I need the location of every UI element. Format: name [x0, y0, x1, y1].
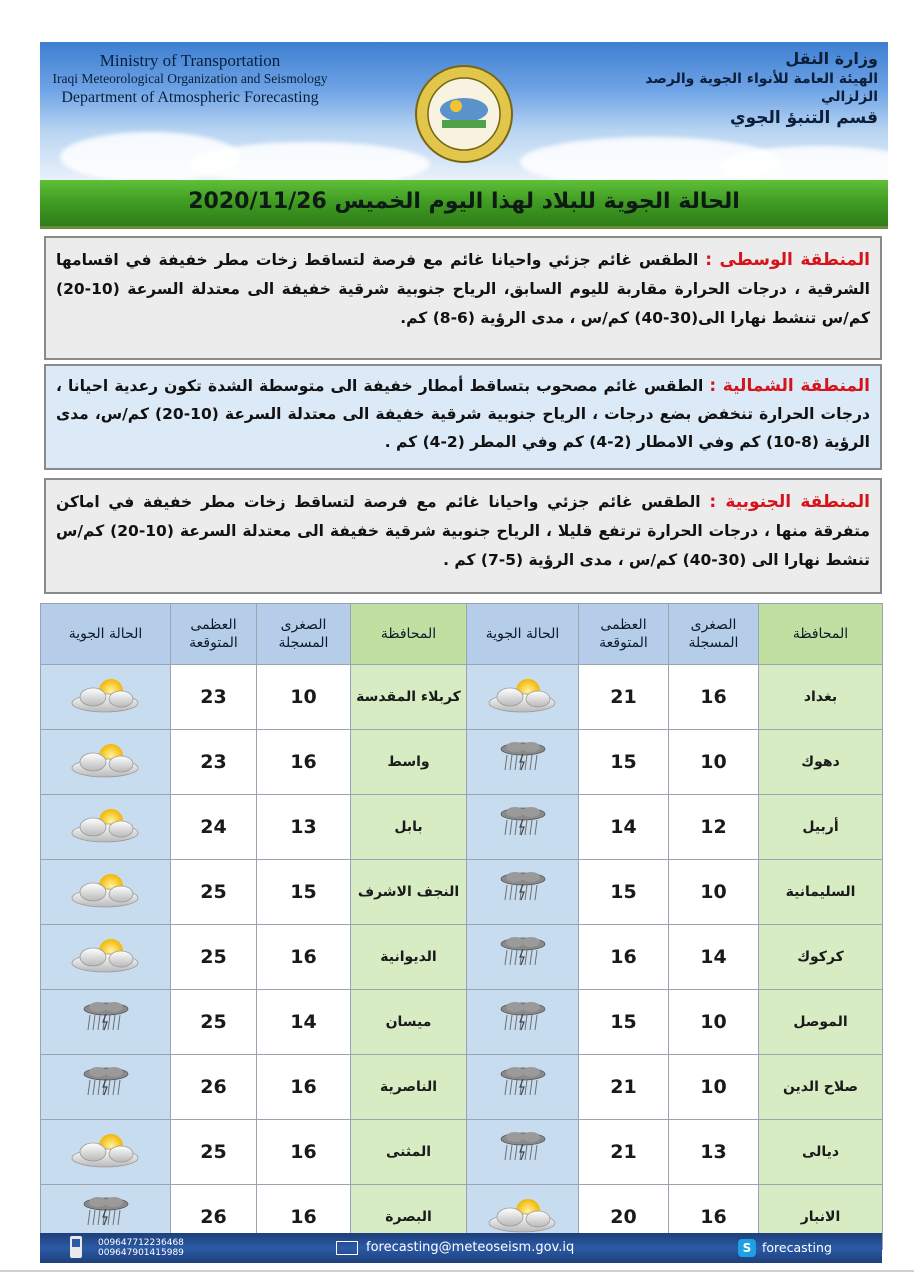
header-english — [40, 50, 340, 108]
table-header-row — [41, 604, 883, 665]
max-temp: 21 — [579, 1120, 669, 1185]
region-name: المنطقة الجنوبية : — [709, 492, 870, 512]
thunderstorm-icon — [493, 805, 553, 849]
cloud-decor — [190, 142, 430, 180]
governorate-name: بغداد — [759, 665, 883, 730]
region-name: المنطقة الشمالية : — [709, 376, 870, 396]
thunderstorm-icon — [493, 1065, 553, 1109]
weather-cell — [41, 860, 171, 925]
governorate-name: أربيل — [759, 795, 883, 860]
min-temp: 10 — [669, 860, 759, 925]
governorate-name: بابل — [351, 795, 467, 860]
weather-cell — [467, 990, 579, 1055]
footer-bar — [40, 1233, 882, 1263]
region-name: المنطقة الوسطى : — [705, 250, 870, 270]
partly-cloudy-icon — [67, 740, 145, 784]
weather-cell — [467, 860, 579, 925]
weather-cell — [467, 730, 579, 795]
min-temp: 16 — [257, 1120, 351, 1185]
min-temp: 10 — [669, 1055, 759, 1120]
envelope-icon — [336, 1241, 358, 1255]
ministry-name: Ministry of Transportation — [99, 51, 281, 70]
table-row — [41, 990, 883, 1055]
page-title: الحالة الجوية للبلاد لهذا اليوم الخميس 2020/11/26 — [188, 189, 740, 214]
max-temp: 15 — [579, 730, 669, 795]
max-temp: 21 — [579, 665, 669, 730]
min-temp: 16 — [257, 730, 351, 795]
governorate-name: واسط — [351, 730, 467, 795]
table-row — [41, 1055, 883, 1120]
governorate-name: ديالى — [759, 1120, 883, 1185]
header-banner — [40, 42, 888, 180]
max-temp: 26 — [171, 1185, 257, 1250]
min-temp: 16 — [257, 1055, 351, 1120]
table-row — [41, 925, 883, 990]
governorate-name: صلاح الدين — [759, 1055, 883, 1120]
header-weather: الحالة الجوية — [467, 604, 579, 665]
region-text: الطقس غائم جزئي واحيانا غائم مع فرصة لتساقط زخات مطر خفيفة في اقسامها الشرقية ، درجات الحرارة مقاربة لليوم السابق، الرياح جنوبية شرقية خفيفة الى معتدلة السرعة (10-20) كم/س تنشط نهارا الى(30-40) كم/س ، مدى الرؤية (6-8) كم. — [56, 251, 870, 327]
thunderstorm-icon — [493, 1130, 553, 1174]
header-governorate: المحافظة — [351, 604, 467, 665]
table-row — [41, 1120, 883, 1185]
max-temp: 24 — [171, 795, 257, 860]
header-arabic — [618, 48, 878, 130]
min-temp: 16 — [669, 665, 759, 730]
governorate-name: السليمانية — [759, 860, 883, 925]
min-temp: 14 — [669, 925, 759, 990]
phone-number: 009647901415989 — [98, 1248, 184, 1258]
thunderstorm-icon — [493, 1000, 553, 1044]
min-temp: 13 — [669, 1120, 759, 1185]
partly-cloudy-icon — [67, 1130, 145, 1174]
max-temp: 25 — [171, 1120, 257, 1185]
header-governorate: المحافظة — [759, 604, 883, 665]
min-temp: 14 — [257, 990, 351, 1055]
skype-icon: S — [738, 1239, 756, 1257]
max-temp: 25 — [171, 860, 257, 925]
governorate-name: الانبار — [759, 1185, 883, 1250]
max-temp: 23 — [171, 665, 257, 730]
min-temp: 10 — [257, 665, 351, 730]
max-temp: 14 — [579, 795, 669, 860]
forecast-table — [40, 603, 883, 1250]
weather-cell — [41, 1055, 171, 1120]
table-row — [41, 665, 883, 730]
governorate-name: النجف الاشرف — [351, 860, 467, 925]
partly-cloudy-icon — [67, 675, 145, 719]
email-address[interactable]: forecasting@meteoseism.gov.iq — [366, 1240, 575, 1255]
max-temp: 26 — [171, 1055, 257, 1120]
max-temp: 16 — [579, 925, 669, 990]
governorate-name: كركوك — [759, 925, 883, 990]
header-max: العظمى المتوقعة — [579, 604, 669, 665]
thunderstorm-icon — [493, 870, 553, 914]
thunderstorm-icon — [493, 935, 553, 979]
header-min: الصغرى المسجلة — [669, 604, 759, 665]
region-text: الطقس غائم جزئي واحيانا غائم مع فرصة لتساقط زخات مطر خفيفة في اماكن متفرقة منها ، درجات الحرارة ترتفع قليلا ، الرياح جنوبية شرقية خفيفة الى معتدلة السرعة (10-20) كم/س تنشط نهارا الى (30-40) كم/س ، مدى الرؤية (5-7) كم . — [56, 493, 870, 569]
weather-cell — [467, 1055, 579, 1120]
department-name: Department of Atmospheric Forecasting — [61, 89, 319, 107]
max-temp: 20 — [579, 1185, 669, 1250]
max-temp: 23 — [171, 730, 257, 795]
governorate-name: كربلاء المقدسة — [351, 665, 467, 730]
phone-icon — [70, 1236, 82, 1258]
weather-cell — [467, 795, 579, 860]
region-central — [44, 236, 882, 360]
organization-name-ar: الهيئة العامة للأنواء الجوية والرصد الزلزالي — [645, 70, 878, 106]
phone-number: 009647712236468 — [98, 1238, 184, 1248]
thunderstorm-icon — [493, 740, 553, 784]
table-row — [41, 795, 883, 860]
min-temp: 13 — [257, 795, 351, 860]
min-temp: 10 — [669, 990, 759, 1055]
min-temp: 12 — [669, 795, 759, 860]
table-row — [41, 730, 883, 795]
weather-cell — [41, 1120, 171, 1185]
phone-numbers — [98, 1238, 184, 1258]
table-row — [41, 860, 883, 925]
min-temp: 10 — [669, 730, 759, 795]
min-temp: 16 — [257, 925, 351, 990]
bottom-divider — [0, 1270, 914, 1272]
weather-cell — [41, 925, 171, 990]
weather-cell — [467, 925, 579, 990]
organization-logo — [414, 64, 514, 164]
partly-cloudy-icon — [67, 870, 145, 914]
organization-name: Iraqi Meteorological Organization and Seismology — [52, 71, 328, 87]
min-temp: 16 — [669, 1185, 759, 1250]
max-temp: 15 — [579, 990, 669, 1055]
weather-cell — [41, 730, 171, 795]
header-min: الصغرى المسجلة — [257, 604, 351, 665]
max-temp: 15 — [579, 860, 669, 925]
min-temp: 16 — [257, 1185, 351, 1250]
weather-cell — [41, 990, 171, 1055]
max-temp: 21 — [579, 1055, 669, 1120]
governorate-name: الناصرية — [351, 1055, 467, 1120]
weather-cell — [467, 1120, 579, 1185]
ministry-name-ar: وزارة النقل — [785, 49, 878, 68]
governorate-name: المثنى — [351, 1120, 467, 1185]
thunderstorm-icon — [76, 1000, 136, 1044]
header-max: العظمى المتوقعة — [171, 604, 257, 665]
title-bar — [40, 180, 888, 229]
department-name-ar: قسم التنبؤ الجوي — [730, 108, 878, 129]
max-temp: 25 — [171, 925, 257, 990]
skype-handle[interactable]: forecasting — [762, 1240, 832, 1255]
region-south — [44, 478, 882, 594]
partly-cloudy-icon — [67, 805, 145, 849]
governorate-name: الديوانية — [351, 925, 467, 990]
weather-cell — [41, 665, 171, 730]
weather-cell — [41, 795, 171, 860]
min-temp: 15 — [257, 860, 351, 925]
governorate-name: دهوك — [759, 730, 883, 795]
partly-cloudy-icon — [67, 935, 145, 979]
thunderstorm-icon — [76, 1065, 136, 1109]
region-text: الطقس غائم مصحوب بتساقط أمطار خفيفة الى متوسطة الشدة تكون رعدية احيانا ، درجات الحرارة تنخفض بضع درجات ، الرياح جنوبية شرقية خفيفة الى معتدلة السرعة (10-20) كم/س، مدى الرؤية (8-10) كم وفي الامطار (2-4) كم وفي المطر (2-4) كم . — [56, 377, 870, 451]
governorate-name: ميسان — [351, 990, 467, 1055]
header-weather: الحالة الجوية — [41, 604, 171, 665]
governorate-name: البصرة — [351, 1185, 467, 1250]
max-temp: 25 — [171, 990, 257, 1055]
weather-cell — [467, 665, 579, 730]
region-north — [44, 364, 882, 470]
partly-cloudy-icon — [484, 675, 562, 719]
governorate-name: الموصل — [759, 990, 883, 1055]
